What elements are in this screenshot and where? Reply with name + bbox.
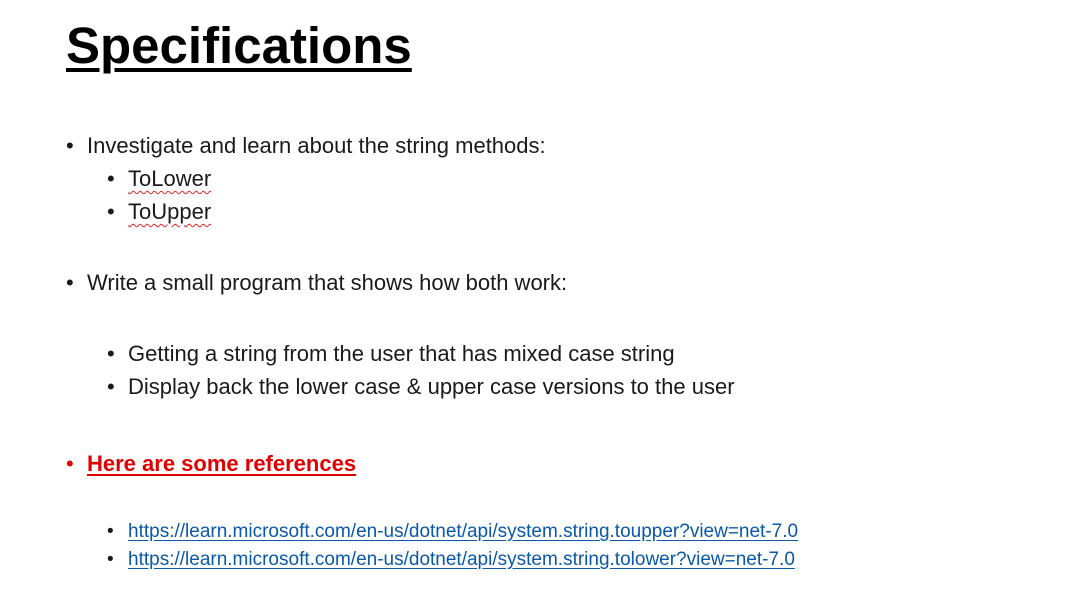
sub-bullet-display-back (107, 372, 735, 402)
sub-bullet-toupper (107, 197, 211, 227)
reference-item-toupper (107, 519, 798, 545)
bullet-text: Write a small program that shows how both work: (87, 270, 568, 295)
bullet-dot: • (107, 374, 115, 399)
bullet-text: Getting a string from the user that has mixed case string (128, 341, 675, 366)
bullet-text: Investigate and learn about the string methods: (87, 133, 546, 158)
bullet-write-program (66, 268, 567, 298)
sub-bullet-getting-string (107, 339, 675, 369)
sub-bullet-tolower (107, 164, 211, 194)
method-name-tolower: ToLower (128, 166, 212, 191)
bullet-dot: • (107, 549, 114, 570)
references-heading: Here are some references (87, 451, 357, 476)
method-name-toupper: ToUpper (128, 199, 212, 224)
link-toupper-docs[interactable]: https://learn.microsoft.com/en-us/dotnet/api/system.string.toupper?view=net-7.0 (128, 521, 799, 542)
bullet-text: Display back the lower case & upper case versions to the user (128, 374, 735, 399)
bullet-dot: • (66, 451, 74, 476)
bullet-dot: • (107, 199, 115, 224)
bullet-references (66, 449, 356, 479)
bullet-dot: • (66, 133, 74, 158)
bullet-investigate (66, 131, 546, 161)
slide-title: Specifications (66, 17, 412, 74)
bullet-dot: • (107, 166, 115, 191)
reference-item-tolower (107, 547, 795, 573)
link-tolower-docs[interactable]: https://learn.microsoft.com/en-us/dotnet/api/system.string.tolower?view=net-7.0 (128, 549, 795, 570)
bullet-dot: • (66, 270, 74, 295)
bullet-dot: • (107, 341, 115, 366)
bullet-dot: • (107, 521, 114, 542)
